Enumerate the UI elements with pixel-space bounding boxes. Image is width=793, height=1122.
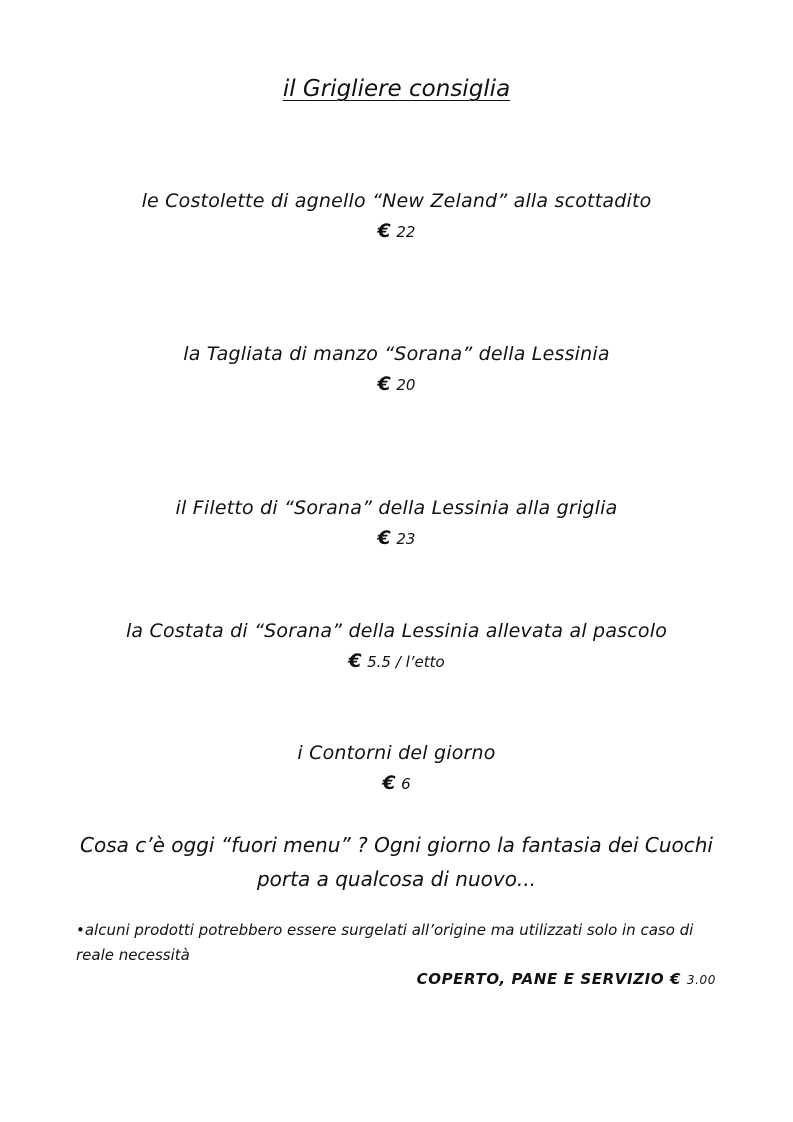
dish-price	[0, 527, 793, 550]
price-value: 23	[396, 530, 416, 548]
price-value: 22	[396, 223, 416, 241]
dish-price	[0, 772, 793, 795]
dish-name: la Tagliata di manzo “Sorana” della Lessinia	[183, 343, 610, 365]
price-value: 20	[396, 376, 416, 394]
euro-symbol: €	[377, 220, 391, 242]
dish-name: la Costata di “Sorana” della Lessinia allevata al pascolo	[125, 620, 668, 642]
dish-price	[0, 650, 793, 673]
frozen-products-note: •alcuni prodotti potrebbero essere surgelati all’origine ma utilizzati solo in caso di reale necessità	[76, 921, 694, 964]
euro-symbol: €	[382, 772, 396, 794]
promo-line-1: Cosa c’è oggi “fuori menu” ? Ogni giorno la fantasia dei Cuochi	[80, 833, 713, 857]
cover-charge-price: 3.00	[686, 973, 716, 987]
dish-price	[0, 373, 793, 396]
dish-name: il Filetto di “Sorana” della Lessinia alla griglia	[175, 497, 618, 519]
price-value: 6	[401, 775, 411, 793]
cover-charge-label: COPERTO, PANE E SERVIZIO €	[416, 970, 682, 988]
euro-symbol: €	[348, 650, 362, 672]
cover-charge	[417, 970, 716, 988]
dish-name: le Costolette di agnello “New Zeland” alla scottadito	[141, 190, 652, 212]
promo-line-2: porta a qualcosa di nuovo...	[256, 867, 536, 891]
dish-name: i Contorni del giorno	[297, 742, 496, 764]
price-value: 5.5 / l’etto	[367, 653, 445, 671]
euro-symbol: €	[377, 373, 391, 395]
menu-title: il Grigliere consiglia	[282, 76, 511, 102]
dish-price	[0, 220, 793, 243]
euro-symbol: €	[377, 527, 391, 549]
